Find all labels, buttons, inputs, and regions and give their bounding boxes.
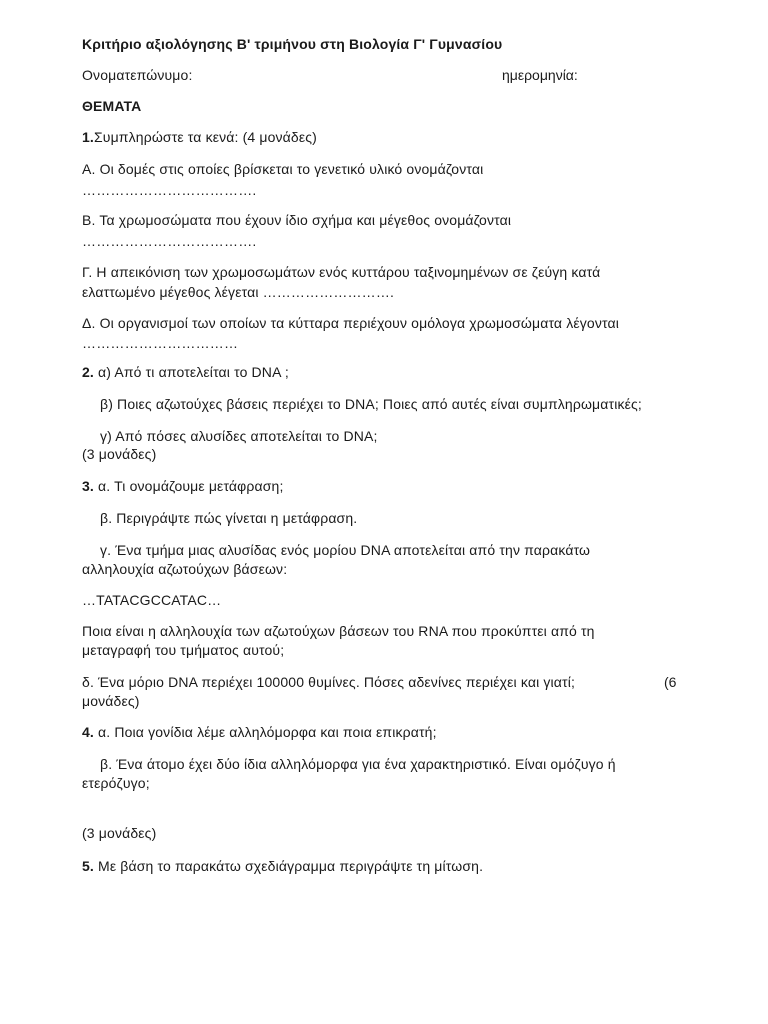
question-1-text: Συμπληρώστε τα κενά: (4 μονάδες) bbox=[93, 129, 317, 145]
question-1c-line1: Γ. Η απεικόνιση των χρωμοσωμάτων ενός κυττάρου ταξινομημένων σε ζεύγη κατά bbox=[82, 264, 601, 280]
date-label: ημερομηνία: bbox=[502, 67, 578, 83]
question-3-points-open: (6 bbox=[664, 674, 677, 690]
dna-sequence: …TATACGCCATAC… bbox=[82, 592, 222, 608]
question-5 bbox=[82, 857, 483, 875]
question-3a-text: α. Τι ονομάζουμε μετάφραση; bbox=[93, 478, 284, 494]
question-3c-line2: αλληλουχία αζωτούχων βάσεων: bbox=[82, 561, 288, 577]
page-title: Κριτήριο αξιολόγησης Β' τριμήνου στη Βιολογία Γ' Γυμνασίου bbox=[82, 36, 503, 52]
question-4b-line1: β. Ένα άτομο έχει δύο ίδια αλληλόμορφα για ένα χαρακτηριστικό. Είναι ομόζυγο ή bbox=[100, 756, 616, 772]
question-2a bbox=[82, 363, 289, 381]
question-3c-line1: γ. Ένα τμήμα μιας αλυσίδας ενός μορίου DNA αποτελείται από την παρακάτω bbox=[100, 542, 591, 558]
question-1c-line2: ελαττωμένο μέγεθος λέγεται ………………………. bbox=[82, 284, 395, 300]
question-1d-blank: …………………………… bbox=[82, 335, 239, 351]
question-3c-followup-line2: μεταγραφή του τμήματος αυτού; bbox=[82, 642, 285, 658]
worksheet-page bbox=[82, 0, 692, 1024]
question-3-number: 3. bbox=[82, 478, 94, 494]
question-5-text: Με βάση το παρακάτω σχεδιάγραμμα περιγράψτε τη μίτωση. bbox=[93, 858, 484, 874]
topics-heading: ΘΕΜΑΤΑ bbox=[82, 98, 142, 114]
question-1b-text: Β. Τα χρωμοσώματα που έχουν ίδιο σχήμα και μέγεθος ονομάζονται bbox=[82, 212, 512, 228]
name-label: Ονοματεπώνυμο: bbox=[82, 67, 193, 83]
question-1b-blank: ………………………………. bbox=[82, 233, 257, 249]
question-3-points-close: μονάδες) bbox=[82, 693, 140, 709]
question-3c-followup-line1: Ποια είναι η αλληλουχία των αζωτούχων βάσεων του RNA που προκύπτει από τη bbox=[82, 623, 595, 639]
question-1a-blank: ………………………………. bbox=[82, 182, 257, 198]
question-3d-text: δ. Ένα μόριο DNA περιέχει 100000 θυμίνες. Πόσες αδενίνες περιέχει και γιατί; bbox=[82, 674, 576, 690]
question-4a bbox=[82, 723, 437, 741]
question-4b-line2: ετερόζυγο; bbox=[82, 775, 150, 791]
question-1-prompt bbox=[82, 128, 317, 146]
question-2-number: 2. bbox=[82, 364, 94, 380]
question-2b-text: β) Ποιες αζωτούχες βάσεις περιέχει το DNA; Ποιες από αυτές είναι συμπληρωματικές; bbox=[100, 396, 642, 412]
question-5-number: 5. bbox=[82, 858, 94, 874]
question-2a-text: α) Από τι αποτελείται το DNA ; bbox=[93, 364, 289, 380]
question-2c-text: γ) Από πόσες αλυσίδες αποτελείται το DNA; bbox=[100, 428, 378, 444]
question-4-number: 4. bbox=[82, 724, 94, 740]
question-4-points: (3 μονάδες) bbox=[82, 825, 157, 841]
question-1d-text: Δ. Οι οργανισμοί των οποίων τα κύτταρα περιέχουν ομόλογα χρωμοσώματα λέγονται bbox=[82, 315, 619, 331]
question-3b-text: β. Περιγράψτε πώς γίνεται η μετάφραση. bbox=[100, 510, 358, 526]
question-1a-text: Α. Οι δομές στις οποίες βρίσκεται το γενετικό υλικό ονομάζονται bbox=[82, 161, 484, 177]
question-4a-text: α. Ποια γονίδια λέμε αλληλόμορφα και ποια επικρατή; bbox=[93, 724, 437, 740]
question-3a bbox=[82, 477, 284, 495]
question-2-points: (3 μονάδες) bbox=[82, 446, 157, 462]
question-1-number: 1. bbox=[82, 129, 94, 145]
